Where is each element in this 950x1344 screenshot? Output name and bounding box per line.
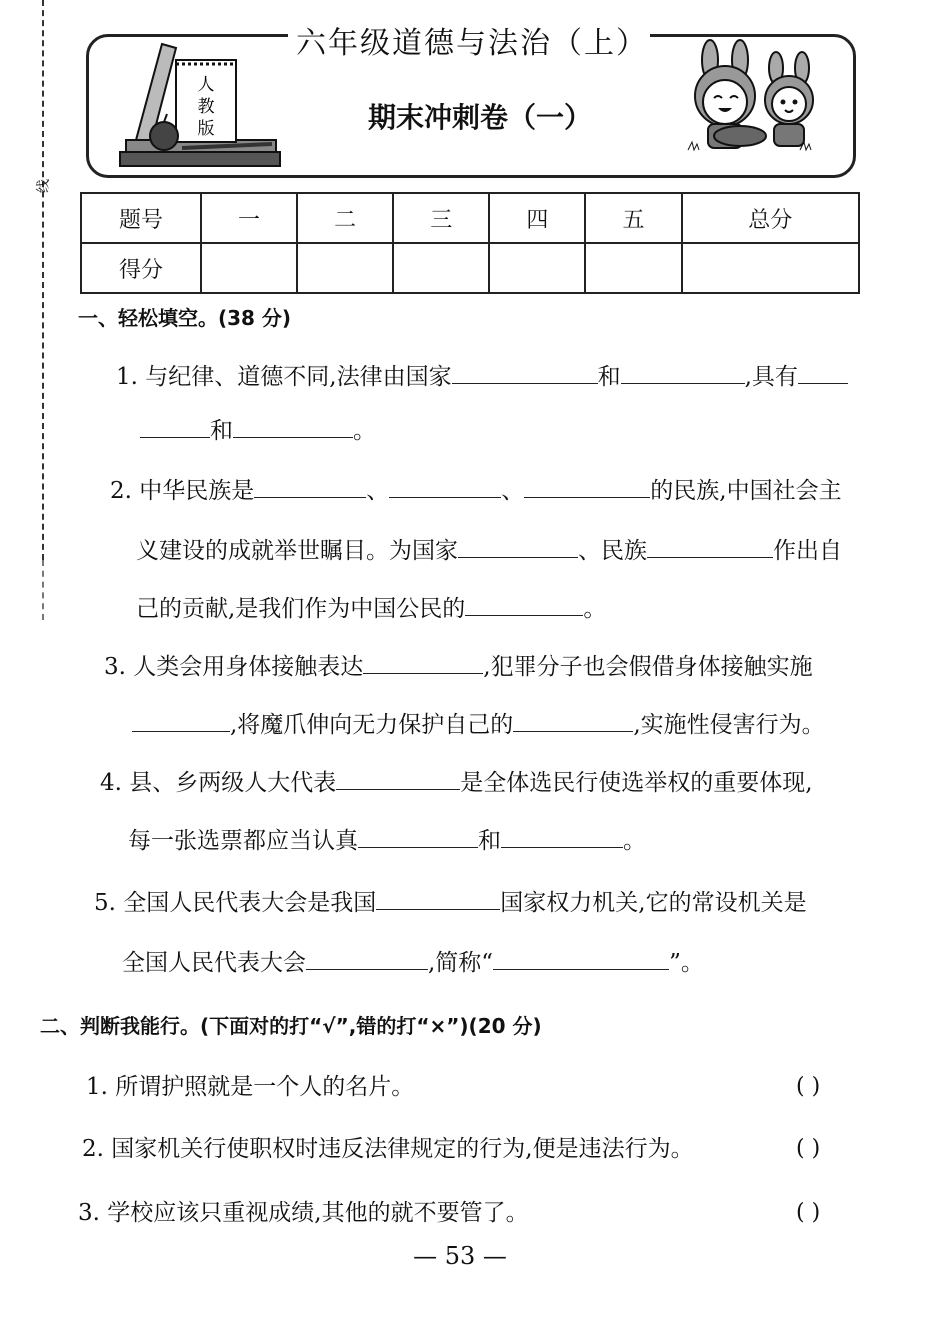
- badge-char: 版: [197, 119, 215, 139]
- answer-blank[interactable]: [458, 535, 578, 558]
- score-table: [80, 192, 860, 294]
- answer-parentheses[interactable]: ( ): [796, 1136, 821, 1161]
- badge-char: 人: [197, 75, 215, 95]
- section2-heading: 二、判断我能行。(下面对的打“√”,错的打“×”)(20 分): [40, 1014, 542, 1038]
- answer-blank[interactable]: [621, 361, 745, 384]
- table-cell: 五: [585, 193, 681, 243]
- table-cell: 得分: [81, 243, 201, 293]
- question-2-line-2: 义建设的成就举世瞩目。为国家 、民族 作出自: [136, 532, 842, 565]
- table-cell: 三: [393, 193, 489, 243]
- table-cell: 题号: [81, 193, 201, 243]
- score-cell[interactable]: [585, 243, 681, 293]
- score-cell[interactable]: [393, 243, 489, 293]
- table-row: [81, 193, 859, 243]
- kids-illustration: [680, 38, 830, 158]
- question-2-line-1: 2. 中华民族是 、 、 的民族,中国社会主: [110, 472, 842, 505]
- answer-blank[interactable]: [140, 415, 210, 438]
- answer-blank[interactable]: [465, 593, 583, 616]
- judge-item: 3. 学校应该只重视成绩,其他的就不要管了。: [78, 1200, 529, 1226]
- judge-item: 1. 所谓护照就是一个人的名片。: [86, 1074, 415, 1100]
- answer-blank[interactable]: [336, 767, 460, 790]
- table-cell: 二: [297, 193, 393, 243]
- score-cell[interactable]: [489, 243, 585, 293]
- answer-blank[interactable]: [132, 709, 230, 732]
- answer-blank[interactable]: [452, 361, 598, 384]
- books-illustration: [112, 40, 292, 175]
- answer-blank[interactable]: [358, 825, 478, 848]
- answer-blank[interactable]: [376, 887, 500, 910]
- answer-blank[interactable]: [513, 709, 633, 732]
- answer-blank[interactable]: [493, 947, 669, 970]
- answer-blank[interactable]: [254, 475, 366, 498]
- question-4-line-2: 每一张选票都应当认真 和 。: [128, 822, 646, 855]
- question-1-line-1: 1. 与纪律、道德不同,法律由国家 和 ,具有: [116, 358, 848, 391]
- question-2-line-3: 己的贡献,是我们作为中国公民的 。: [136, 590, 606, 623]
- binding-line-lower: [42, 560, 44, 620]
- answer-blank[interactable]: [798, 361, 848, 384]
- answer-blank[interactable]: [363, 651, 483, 674]
- answer-blank[interactable]: [306, 947, 428, 970]
- answer-parentheses[interactable]: ( ): [796, 1200, 821, 1225]
- judge-item: 2. 国家机关行使职权时违反法律规定的行为,便是违法行为。: [82, 1136, 694, 1162]
- binding-line: [42, 0, 44, 560]
- exam-subtitle: 期末冲刺卷（一）: [367, 101, 592, 134]
- answer-blank[interactable]: [233, 415, 353, 438]
- badge-char: 教: [197, 97, 215, 117]
- question-5-line-1: 5. 全国人民代表大会是我国 国家权力机关,它的常设机关是: [94, 884, 807, 917]
- binding-label: 线: [36, 179, 52, 193]
- exam-title: 六年级道德与法治（上）: [296, 26, 648, 61]
- question-4-line-1: 4. 县、乡两级人大代表 是全体选民行使选举权的重要体现,: [100, 764, 813, 797]
- question-3-line-2: ,将魔爪伸向无力保护自己的 ,实施性侵害行为。: [132, 706, 825, 739]
- question-1-line-2: 和 。: [140, 412, 376, 445]
- answer-parentheses[interactable]: ( ): [796, 1074, 821, 1099]
- question-5-line-2: 全国人民代表大会 ,简称“ ”。: [122, 944, 704, 977]
- table-cell: 一: [201, 193, 297, 243]
- score-cell[interactable]: [297, 243, 393, 293]
- answer-blank[interactable]: [501, 825, 623, 848]
- table-cell: 总分: [682, 193, 859, 243]
- question-3-line-1: 3. 人类会用身体接触表达 ,犯罪分子也会假借身体接触实施: [104, 648, 813, 681]
- answer-blank[interactable]: [389, 475, 501, 498]
- score-cell[interactable]: [682, 243, 859, 293]
- score-cell[interactable]: [201, 243, 297, 293]
- page-number: — 53 —: [413, 1242, 507, 1270]
- table-row: [81, 243, 859, 293]
- table-cell: 四: [489, 193, 585, 243]
- section1-heading: 一、轻松填空。(38 分): [78, 306, 292, 330]
- answer-blank[interactable]: [524, 475, 650, 498]
- answer-blank[interactable]: [647, 535, 773, 558]
